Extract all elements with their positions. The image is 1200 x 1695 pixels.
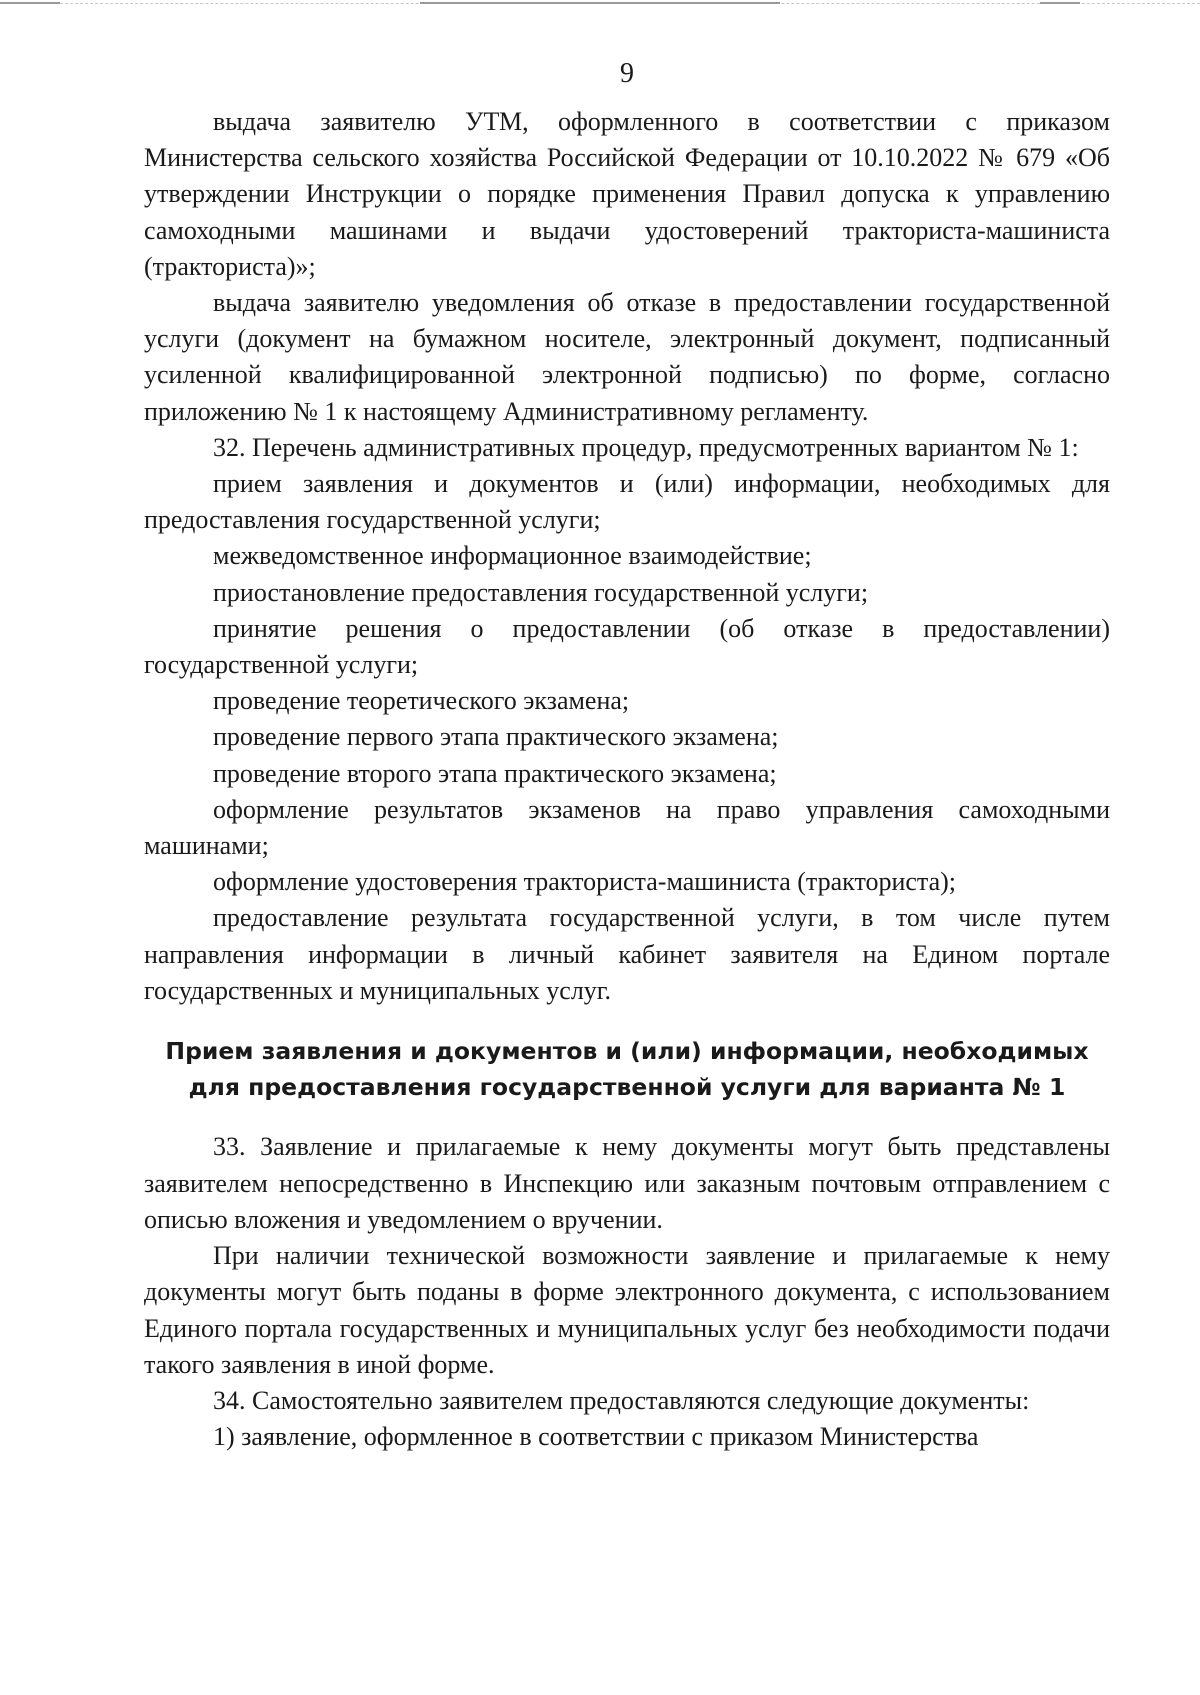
paragraph-electronic-submission: При наличии технической возможности заявление и прилагаемые к нему документы могут быть поданы в форме электронного документа, с использованием Единого портала государственных и муниципальных услуг без необходимости подачи такого заявления в иной форме. — [144, 1241, 1110, 1379]
section-heading-line-2: для предоставления государственной услуги для варианта № 1 — [188, 1073, 1066, 1102]
paragraph-refusal-notice: выдача заявителю уведомления об отказе в предоставлении государственной услуги (документ на бумажном носителе, электронный документ, подписанный усиленной квалифицированной электронной подписью) по форме, согласно приложению № 1 к настоящему Административному регламенту. — [144, 288, 1110, 426]
page-number: 9 — [620, 58, 634, 89]
list-item-exam-results: оформление результатов экзаменов на право управления самоходными машинами; — [144, 794, 1110, 861]
list-item-license-issuance: оформление удостоверения тракториста-машиниста (тракториста); — [213, 867, 957, 897]
list-item-practical-stage-2: проведение второго этапа практического экзамена; — [213, 758, 777, 788]
section-heading — [144, 1033, 1110, 1105]
list-item-application-intake: прием заявления и документов и (или) информации, необходимых для предоставления государственной услуги; — [144, 469, 1110, 535]
section-heading-line-1: Прием заявления и документов и (или) информации, необходимых — [165, 1037, 1089, 1066]
paragraph-32-procedures: 32. Перечень административных процедур, предусмотренных вариантом № 1: — [213, 432, 1079, 462]
scan-artifact-top-edge — [0, 3, 1200, 7]
list-item-suspension: приостановление предоставления государственной услуги; — [213, 577, 869, 607]
paragraph-34-documents: 34. Самостоятельно заявителем предоставляются следующие документы: — [213, 1385, 1030, 1415]
list-item-result-delivery: предоставление результата государственной услуги, в том числе путем направления информации в личный кабинет заявителя на Едином портале государственных и муниципальных услуг. — [144, 903, 1110, 1005]
list-item-practical-stage-1: проведение первого этапа практического экзамена; — [213, 722, 779, 752]
list-item-theory-exam: проведение теоретического экзамена; — [213, 686, 630, 716]
list-item-decision: принятие решения о предоставлении (об отказе в предоставлении) государственной услуги; — [144, 613, 1110, 680]
paragraph-utm-issuance: выдача заявителю УТМ, оформленного в соответствии с приказом Министерства сельского хозяйства Российской Федерации от 10.10.2022 № 679 «Об утверждении Инструкции о порядке применения Правил допуска к управлению самоходными машинами и выдачи удостоверений тракториста-машиниста (тракториста)»; — [144, 107, 1110, 281]
list-item-interagency: межведомственное информационное взаимодействие; — [213, 541, 812, 571]
list-item-application-form: 1) заявление, оформленное в соответствии с приказом Министерства — [213, 1422, 979, 1452]
document-body — [144, 104, 1110, 1455]
paragraph-33-submission: 33. Заявление и прилагаемые к нему документы могут быть представлены заявителем непосредственно в Инспекцию или заказным почтовым отправлением с описью вложения и уведомлением о вручении. — [144, 1132, 1110, 1234]
